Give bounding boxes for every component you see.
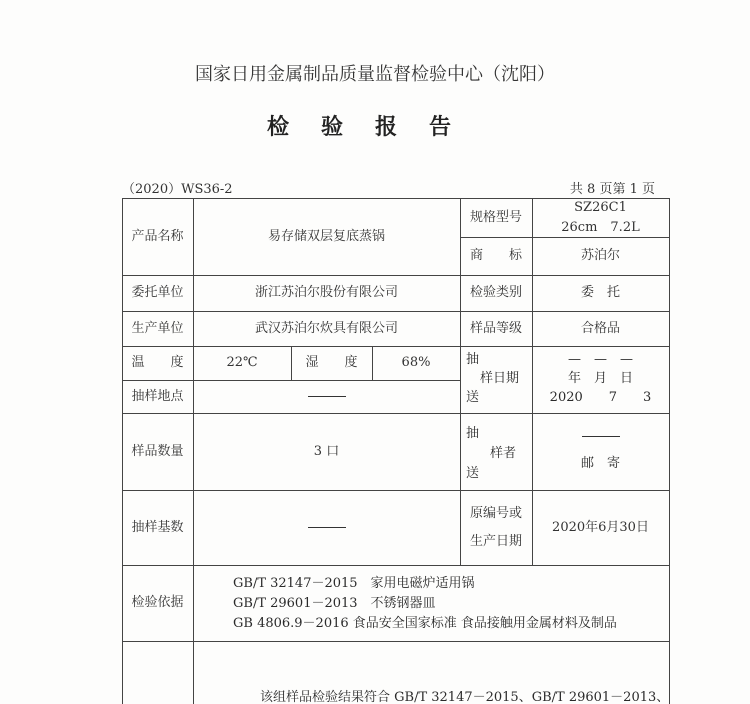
manufacturer: 武汉苏泊尔炊具有限公司	[254, 320, 398, 336]
temperature: 22℃	[226, 355, 258, 370]
label-line: 原编号或	[469, 505, 522, 521]
grade: 合格品	[580, 320, 620, 336]
basis-list	[233, 574, 617, 634]
label-line: 抽	[466, 426, 480, 441]
grade-label: 样品等级	[469, 320, 522, 336]
sampler-label	[466, 424, 528, 484]
production-date: 2020年6月30日	[552, 519, 649, 535]
label-line: 抽	[466, 352, 480, 367]
product-name: 易存储双层复底蒸锅	[267, 228, 385, 244]
date-dash: — — —	[567, 352, 633, 367]
quantity: 3 口	[313, 443, 340, 459]
basis-label: 检验依据	[131, 595, 184, 610]
sampler-value: 邮 寄	[580, 456, 620, 471]
spec-size: 26cm 7.2L	[561, 219, 640, 235]
conclusion: 该组样品检验结果符合 GB/T 32147－2015、GB/T 29601－2013、	[260, 690, 670, 704]
basis-item: GB/T 29601－2013 不锈钢器皿	[233, 596, 436, 611]
empty-dash	[582, 436, 620, 437]
date-values: 2020 7 3	[549, 390, 652, 405]
basis-item: GB/T 32147－2015 家用电磁炉适用锅	[233, 576, 475, 591]
date-units: 年 月 日	[567, 371, 633, 386]
spec-model: SZ26C1	[574, 199, 627, 215]
sample-date-label	[466, 350, 528, 407]
sample-date	[532, 350, 669, 407]
client-label: 委托单位	[131, 285, 184, 300]
basis-item: GB 4806.9－2016 食品安全国家标准 食品接触用金属材料及制品	[233, 616, 617, 631]
report-heading: 检验报告	[266, 114, 483, 140]
report-number: （2020）WS36-2	[122, 182, 233, 197]
sampling-place-label: 抽样地点	[131, 388, 184, 404]
humidity: 68%	[401, 355, 431, 370]
spec-value	[532, 198, 669, 237]
label-line: 送	[466, 390, 480, 405]
manufacturer-label: 生产单位	[131, 320, 184, 336]
spec-label: 规格型号	[469, 209, 522, 225]
label-line: 送	[466, 466, 480, 481]
temperature-label: 温 度	[131, 355, 184, 370]
production-date-label	[460, 490, 532, 565]
sampling-base	[193, 490, 460, 565]
label-line: 生产日期	[469, 533, 522, 549]
client: 浙江苏泊尔股份有限公司	[254, 285, 398, 300]
brand-label: 商 标	[469, 248, 522, 263]
product-name-label: 产品名称	[131, 228, 184, 244]
brand: 苏泊尔	[580, 248, 620, 263]
empty-dash	[308, 527, 346, 528]
page-info: 共 8 页第 1 页	[569, 182, 655, 197]
sampler	[532, 424, 669, 474]
empty-dash	[308, 396, 346, 397]
label-line: 样者	[490, 446, 517, 461]
quantity-label: 样品数量	[131, 443, 184, 459]
sampling-base-label: 抽样基数	[131, 519, 184, 535]
inspection-type: 委 托	[580, 285, 620, 300]
humidity-label: 湿 度	[305, 355, 358, 370]
label-line: 样日期	[480, 371, 520, 386]
inspection-type-label: 检验类别	[469, 285, 522, 300]
issuer-title: 国家日用金属制品质量监督检验中心（沈阳）	[195, 64, 555, 85]
sampling-place	[193, 380, 460, 413]
